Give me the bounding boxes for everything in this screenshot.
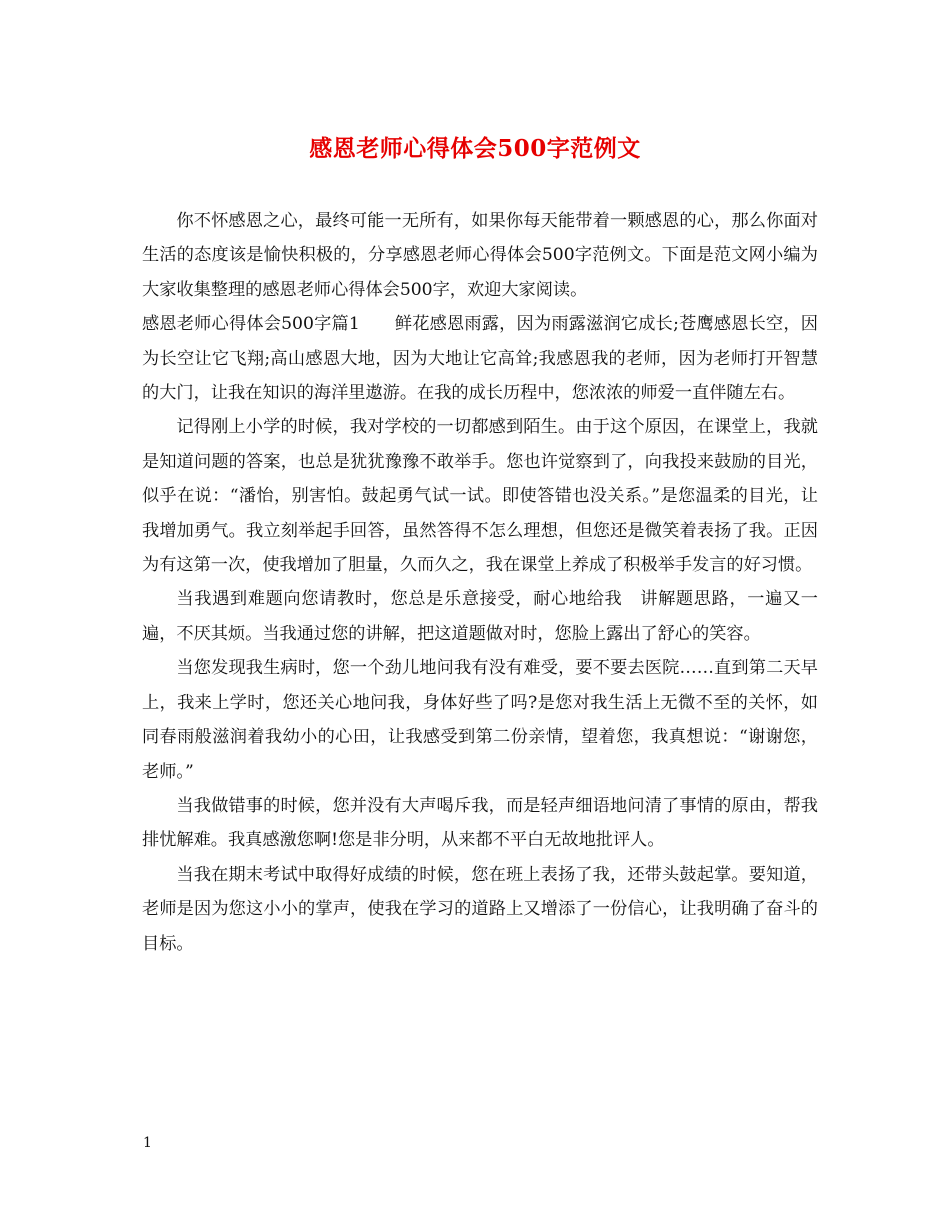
paragraph-difficult-questions: 当我遇到难题向您请教时，您总是乐意接受，耐心地给我 讲解题思路，一遍又一遍，不厌其烦。当我通过您的讲解，把这道题做对时，您脸上露出了舒心的笑容。 [142, 589, 818, 644]
page-number: 1 [143, 1135, 152, 1151]
paragraph-first-school-days: 记得刚上小学的时候，我对学校的一切都感到陌生。由于这个原因，在课堂上，我就是知道问题的答案，也总是犹犹豫豫不敢举手。您也许觉察到了，向我投来鼓励的目光，似乎在说：“潘怡，别害怕。鼓起勇气试一试。即使答错也没关系。”是您温柔的目光，让我增加勇气。我立刻举起手回答，虽然答得不怎么理想，但您还是微笑着表扬了我。正因为有这第一次，使我增加了胆量，久而久之，我在课堂上养成了积极举手发言的好习惯。 [142, 417, 818, 576]
document-body [142, 204, 818, 961]
document-title: 感恩老师心得体会500字范例文 [309, 135, 641, 162]
paragraph-exam-praise: 当我在期末考试中取得好成绩的时候，您在班上表扬了我，还带头鼓起掌。要知道，老师是因为您这小小的掌声，使我在学习的道路上又增添了一份信心，让我明确了奋斗的目标。 [142, 864, 818, 954]
paragraph-intro: 你不怀感恩之心，最终可能一无所有，如果你每天能带着一颗感恩的心，那么你面对生活的态度该是愉快积极的，分享感恩老师心得体会500字范例文。下面是范文网小编为大家收集整理的感恩老师心得体会500字，欢迎大家阅读。 [142, 211, 818, 300]
paragraph-essay-1-opening: 感恩老师心得体会500字篇1 鲜花感恩雨露，因为雨露滋润它成长;苍鹰感恩长空，因为长空让它飞翔;高山感恩大地，因为大地让它高耸;我感恩我的老师，因为老师打开智慧的大门，让我在知识的海洋里遨游。在我的成长历程中，您浓浓的师爱一直伴随左右。 [142, 314, 818, 404]
paragraph-sickness-care: 当您发现我生病时，您一个劲儿地问我有没有难受，要不要去医院……直到第二天早上，我来上学时，您还关心地问我，身体好些了吗?是您对我生活上无微不至的关怀，如同春雨般滋润着我幼小的心田，让我感受到第二份亲情，望着您，我真想说：“谢谢您，老师。” [142, 658, 818, 782]
paragraph-mistakes: 当我做错事的时候，您并没有大声喝斥我，而是轻声细语地问清了事情的原由，帮我排忧解难。我真感激您啊!您是非分明，从来都不平白无故地批评人。 [142, 795, 818, 851]
